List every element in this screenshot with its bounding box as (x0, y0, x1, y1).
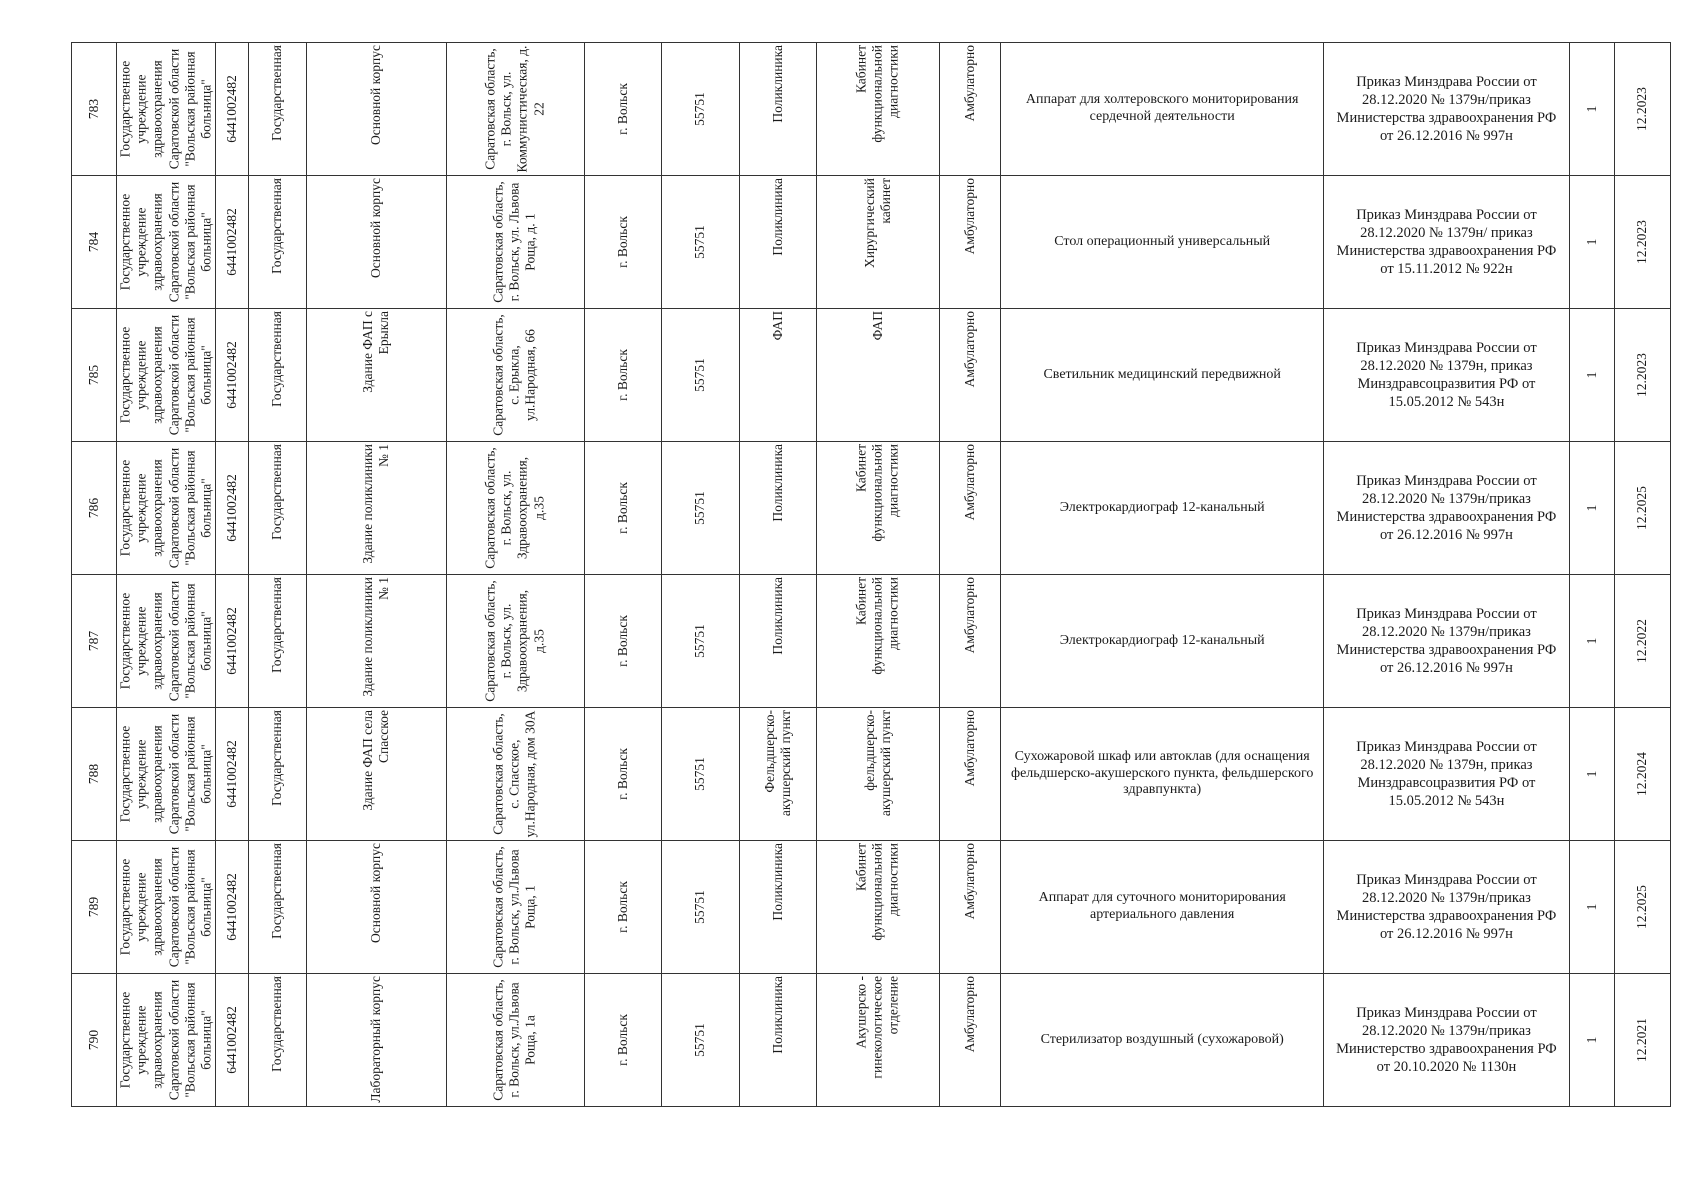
building-address: Саратовская область, с. Ерыкла, ул.Народная, 66 (490, 314, 539, 436)
postal-code: 55751 (692, 624, 708, 658)
regulation-order-cell (1324, 442, 1570, 575)
quantity: 1 (1583, 1036, 1599, 1044)
city-name: г. Вольск (614, 83, 630, 135)
unit-type-cell (739, 974, 817, 1107)
row-number: 783 (86, 98, 102, 120)
building-address: Саратовская область, г. Вольск, ул. Львова Роща, д. 1 (490, 181, 539, 303)
postal-code-cell (662, 575, 740, 708)
unit-type: Поликлиника (769, 444, 785, 522)
institution-name: Государственное учреждение здравоохранения Саратовской области "Вольская районная больница" (117, 979, 214, 1101)
table-row (72, 309, 1671, 442)
unit-type-cell (739, 309, 817, 442)
equipment-table (71, 42, 1671, 1107)
building-name-cell (306, 442, 446, 575)
institution-name-cell (117, 708, 216, 841)
city-name-cell (584, 575, 662, 708)
inn-code-cell (216, 176, 248, 309)
inn-code-cell (216, 43, 248, 176)
department-name: Кабинет функциональной диагностики (853, 444, 902, 542)
table-row (72, 442, 1671, 575)
ownership-type: Государственная (269, 444, 285, 540)
building-name: Основной корпус (368, 843, 384, 944)
inn-code-cell (216, 708, 248, 841)
building-address: Саратовская область, г. Вольск, ул.Львова Роща, 1а (490, 979, 539, 1101)
regulation-order-cell (1324, 43, 1570, 176)
regulation-order: Приказ Минздрава России от 28.12.2020 № 1379н, приказ Минздравсоцразвития РФ от 15.05.2012 № 543н (1356, 738, 1537, 810)
regulation-order-cell (1324, 176, 1570, 309)
care-form-cell (939, 442, 1000, 575)
department-name: фельдшерско-акушерский пункт (861, 710, 893, 817)
planned-date-cell (1614, 442, 1670, 575)
equipment-name-cell (1001, 575, 1324, 708)
building-address-cell (446, 708, 584, 841)
ownership-type: Государственная (269, 178, 285, 274)
building-address-cell (446, 575, 584, 708)
postal-code: 55751 (692, 491, 708, 525)
unit-type: Поликлиника (769, 178, 785, 256)
planned-date-cell (1614, 176, 1670, 309)
quantity: 1 (1583, 504, 1599, 512)
inn-code: 6441002482 (223, 341, 239, 409)
unit-type-cell (739, 841, 817, 974)
ownership-type-cell (248, 974, 306, 1107)
care-form: Амбулаторно (961, 710, 977, 787)
equipment-name: Электрокардиограф 12-канальный (1059, 632, 1265, 648)
quantity-cell (1569, 442, 1614, 575)
table-row (72, 841, 1671, 974)
equipment-name: Стерилизатор воздушный (сухожаровой) (1040, 1031, 1284, 1047)
postal-code: 55751 (692, 1023, 708, 1057)
quantity: 1 (1583, 903, 1599, 911)
care-form-cell (939, 708, 1000, 841)
equipment-name-cell (1001, 43, 1324, 176)
department-name: Кабинет функциональной диагностики (853, 843, 902, 941)
quantity: 1 (1583, 371, 1599, 379)
inn-code: 6441002482 (223, 873, 239, 941)
planned-date: 12.2023 (1634, 353, 1650, 397)
table-row (72, 575, 1671, 708)
planned-date: 12.2024 (1634, 752, 1650, 796)
building-address-cell (446, 309, 584, 442)
regulation-order-cell (1324, 974, 1570, 1107)
postal-code-cell (662, 442, 740, 575)
unit-type-cell (739, 43, 817, 176)
unit-type: Поликлиника (769, 45, 785, 123)
postal-code-cell (662, 43, 740, 176)
care-form: Амбулаторно (961, 843, 977, 920)
regulation-order-cell (1324, 309, 1570, 442)
building-address-cell (446, 176, 584, 309)
department-name-cell (817, 176, 940, 309)
department-name-cell (817, 841, 940, 974)
institution-name: Государственное учреждение здравоохранения Саратовской области "Вольская районная больница" (117, 314, 214, 436)
postal-code-cell (662, 974, 740, 1107)
quantity: 1 (1583, 105, 1599, 113)
building-address-cell (446, 974, 584, 1107)
city-name: г. Вольск (614, 349, 630, 401)
row-number: 784 (86, 231, 102, 253)
row-number: 789 (86, 896, 102, 918)
institution-name-cell (117, 841, 216, 974)
inn-code: 6441002482 (223, 740, 239, 808)
care-form-cell (939, 841, 1000, 974)
building-address-cell (446, 43, 584, 176)
care-form-cell (939, 974, 1000, 1107)
quantity-cell (1569, 575, 1614, 708)
equipment-name-cell (1001, 841, 1324, 974)
department-name: Кабинет функциональной диагностики (853, 45, 902, 143)
unit-type: Поликлиника (769, 843, 785, 921)
row-number-cell (72, 841, 117, 974)
planned-date-cell (1614, 575, 1670, 708)
postal-code: 55751 (692, 757, 708, 791)
city-name-cell (584, 708, 662, 841)
ownership-type: Государственная (269, 45, 285, 141)
quantity-cell (1569, 708, 1614, 841)
unit-type-cell (739, 708, 817, 841)
inn-code-cell (216, 974, 248, 1107)
equipment-name: Стол операционный универсальный (1054, 233, 1271, 249)
ownership-type: Государственная (269, 710, 285, 806)
planned-date-cell (1614, 43, 1670, 176)
unit-type: Поликлиника (769, 577, 785, 655)
planned-date-cell (1614, 309, 1670, 442)
care-form-cell (939, 575, 1000, 708)
quantity-cell (1569, 841, 1614, 974)
institution-name-cell (117, 575, 216, 708)
building-name: Основной корпус (368, 45, 384, 146)
ownership-type: Государственная (269, 843, 285, 939)
table-row (72, 974, 1671, 1107)
row-number: 788 (86, 763, 102, 785)
institution-name: Государственное учреждение здравоохранения Саратовской области "Вольская районная больница" (117, 846, 214, 968)
building-address-cell (446, 841, 584, 974)
building-address-cell (446, 442, 584, 575)
ownership-type: Государственная (269, 976, 285, 1072)
unit-type-cell (739, 442, 817, 575)
equipment-name: Сухожаровой шкаф или автоклав (для оснащения фельдшерско-акушерского пункта, фельдшерского здравпункта) (1011, 748, 1314, 798)
equipment-name-cell (1001, 309, 1324, 442)
equipment-name: Светильник медицинский передвижной (1043, 366, 1281, 382)
building-name: Здание поликлиники № 1 (360, 577, 392, 697)
row-number: 787 (86, 630, 102, 652)
postal-code-cell (662, 309, 740, 442)
ownership-type-cell (248, 442, 306, 575)
planned-date: 12.2025 (1634, 486, 1650, 530)
care-form: Амбулаторно (961, 178, 977, 255)
ownership-type-cell (248, 43, 306, 176)
ownership-type-cell (248, 575, 306, 708)
regulation-order: Приказ Минздрава России от 28.12.2020 № 1379н, приказ Минздравсоцразвития РФ от 15.05.2012 № 543н (1356, 339, 1537, 411)
unit-type: ФАП (769, 311, 785, 341)
row-number-cell (72, 43, 117, 176)
department-name-cell (817, 575, 940, 708)
regulation-order: Приказ Минздрава России от 28.12.2020 № 1379н/приказ Министерство здравоохранения РФ от 20.10.2020 № 1130н (1336, 1004, 1557, 1076)
department-name: ФАП (869, 311, 885, 341)
planned-date: 12.2021 (1634, 1018, 1650, 1062)
building-name: Основной корпус (368, 178, 384, 279)
ownership-type-cell (248, 841, 306, 974)
unit-type-cell (739, 176, 817, 309)
building-name: Лабораторный корпус (368, 976, 384, 1103)
regulation-order: Приказ Минздрава России от 28.12.2020 № 1379н/приказ Министерства здравоохранения РФ от 26.12.2016 № 997н (1336, 871, 1557, 943)
regulation-order-cell (1324, 575, 1570, 708)
row-number: 785 (86, 364, 102, 386)
inn-code-cell (216, 841, 248, 974)
institution-name-cell (117, 309, 216, 442)
building-name-cell (306, 176, 446, 309)
care-form: Амбулаторно (961, 45, 977, 122)
planned-date: 12.2023 (1634, 87, 1650, 131)
department-name-cell (817, 442, 940, 575)
care-form: Амбулаторно (961, 976, 977, 1053)
institution-name: Государственное учреждение здравоохранения Саратовской области "Вольская районная больница" (117, 580, 214, 702)
care-form: Амбулаторно (961, 311, 977, 388)
quantity-cell (1569, 974, 1614, 1107)
building-name-cell (306, 575, 446, 708)
building-name-cell (306, 309, 446, 442)
unit-type: Фельдшерско-акушерский пункт (761, 710, 793, 817)
institution-name: Государственное учреждение здравоохранения Саратовской области "Вольская районная больница" (117, 713, 214, 835)
city-name: г. Вольск (614, 216, 630, 268)
postal-code: 55751 (692, 358, 708, 392)
table-row (72, 176, 1671, 309)
inn-code: 6441002482 (223, 607, 239, 675)
postal-code-cell (662, 841, 740, 974)
quantity-cell (1569, 309, 1614, 442)
inn-code-cell (216, 575, 248, 708)
quantity: 1 (1583, 637, 1599, 645)
quantity: 1 (1583, 238, 1599, 246)
regulation-order: Приказ Минздрава России от 28.12.2020 № 1379н/приказ Министерства здравоохранения РФ от 26.12.2016 № 997н (1336, 605, 1557, 677)
department-name-cell (817, 43, 940, 176)
city-name: г. Вольск (614, 482, 630, 534)
building-name-cell (306, 974, 446, 1107)
department-name-cell (817, 974, 940, 1107)
building-name-cell (306, 43, 446, 176)
row-number: 786 (86, 497, 102, 519)
care-form: Амбулаторно (961, 577, 977, 654)
building-address: Саратовская область, г. Вольск, ул. Здравоохранения, д.35 (482, 447, 547, 569)
building-name: Здание ФАП с Ерыкла (360, 311, 392, 393)
row-number-cell (72, 708, 117, 841)
equipment-name-cell (1001, 708, 1324, 841)
department-name: Акушерско - гинекологическое отделение (853, 976, 902, 1079)
regulation-order: Приказ Минздрава России от 28.12.2020 № 1379н/ приказ Министерства здравоохранения РФ от 15.11.2012 № 922н (1336, 206, 1557, 278)
building-name: Здание ФАП села Спасское (360, 710, 392, 811)
institution-name-cell (117, 974, 216, 1107)
building-address: Саратовская область, г. Вольск, ул. Здравоохранения, д.35 (482, 580, 547, 702)
care-form-cell (939, 309, 1000, 442)
unit-type-cell (739, 575, 817, 708)
building-address: Саратовская область, г. Вольск, ул. Коммунистическая, д. 22 (482, 45, 547, 173)
inn-code: 6441002482 (223, 208, 239, 276)
postal-code: 55751 (692, 92, 708, 126)
equipment-name-cell (1001, 442, 1324, 575)
table-row (72, 708, 1671, 841)
planned-date: 12.2025 (1634, 885, 1650, 929)
regulation-order-cell (1324, 841, 1570, 974)
equipment-name: Электрокардиограф 12-канальный (1059, 499, 1265, 515)
city-name: г. Вольск (614, 881, 630, 933)
institution-name-cell (117, 43, 216, 176)
postal-code: 55751 (692, 890, 708, 924)
unit-type: Поликлиника (769, 976, 785, 1054)
institution-name-cell (117, 176, 216, 309)
institution-name-cell (117, 442, 216, 575)
institution-name: Государственное учреждение здравоохранения Саратовской области "Вольская районная больница" (117, 48, 214, 170)
building-name-cell (306, 708, 446, 841)
planned-date: 12.2023 (1634, 220, 1650, 264)
building-address: Саратовская область, г. Вольск, ул.Львова Роща, 1 (490, 846, 539, 968)
regulation-order: Приказ Минздрава России от 28.12.2020 № 1379н/приказ Министерства здравоохранения РФ от 26.12.2016 № 997н (1336, 472, 1557, 544)
regulation-order: Приказ Минздрава России от 28.12.2020 № 1379н/приказ Министерства здравоохранения РФ от 26.12.2016 № 997н (1336, 73, 1557, 145)
care-form-cell (939, 176, 1000, 309)
building-name-cell (306, 841, 446, 974)
city-name-cell (584, 176, 662, 309)
department-name-cell (817, 708, 940, 841)
building-address: Саратовская область, с. Спасское, ул.Народная, дом 30А (490, 710, 539, 838)
department-name: Хирургический кабинет (861, 178, 893, 268)
inn-code: 6441002482 (223, 75, 239, 143)
equipment-name: Аппарат для суточного мониторирования артериального давления (1038, 890, 1286, 922)
inn-code: 6441002482 (223, 1006, 239, 1074)
planned-date-cell (1614, 841, 1670, 974)
institution-name: Государственное учреждение здравоохранения Саратовской области "Вольская районная больница" (117, 447, 214, 569)
inn-code: 6441002482 (223, 474, 239, 542)
city-name-cell (584, 442, 662, 575)
equipment-name: Аппарат для холтеровского мониторирования сердечной деятельности (1025, 92, 1299, 124)
quantity-cell (1569, 176, 1614, 309)
ownership-type: Государственная (269, 577, 285, 673)
city-name-cell (584, 309, 662, 442)
inn-code-cell (216, 442, 248, 575)
regulation-order-cell (1324, 708, 1570, 841)
quantity-cell (1569, 43, 1614, 176)
quantity: 1 (1583, 770, 1599, 778)
city-name: г. Вольск (614, 615, 630, 667)
planned-date-cell (1614, 708, 1670, 841)
row-number-cell (72, 442, 117, 575)
inn-code-cell (216, 309, 248, 442)
institution-name: Государственное учреждение здравоохранения Саратовской области "Вольская районная больница" (117, 181, 214, 303)
ownership-type-cell (248, 309, 306, 442)
row-number-cell (72, 974, 117, 1107)
ownership-type-cell (248, 176, 306, 309)
city-name: г. Вольск (614, 1014, 630, 1066)
row-number-cell (72, 176, 117, 309)
city-name-cell (584, 974, 662, 1107)
equipment-name-cell (1001, 974, 1324, 1107)
postal-code: 55751 (692, 225, 708, 259)
equipment-name-cell (1001, 176, 1324, 309)
ownership-type: Государственная (269, 311, 285, 407)
care-form: Амбулаторно (961, 444, 977, 521)
city-name-cell (584, 43, 662, 176)
department-name-cell (817, 309, 940, 442)
building-name: Здание поликлиники № 1 (360, 444, 392, 564)
care-form-cell (939, 43, 1000, 176)
city-name-cell (584, 841, 662, 974)
postal-code-cell (662, 708, 740, 841)
table-row (72, 43, 1671, 176)
planned-date-cell (1614, 974, 1670, 1107)
department-name: Кабинет функциональной диагностики (853, 577, 902, 675)
ownership-type-cell (248, 708, 306, 841)
planned-date: 12.2022 (1634, 619, 1650, 663)
city-name: г. Вольск (614, 748, 630, 800)
row-number-cell (72, 575, 117, 708)
row-number: 790 (86, 1029, 102, 1051)
row-number-cell (72, 309, 117, 442)
postal-code-cell (662, 176, 740, 309)
